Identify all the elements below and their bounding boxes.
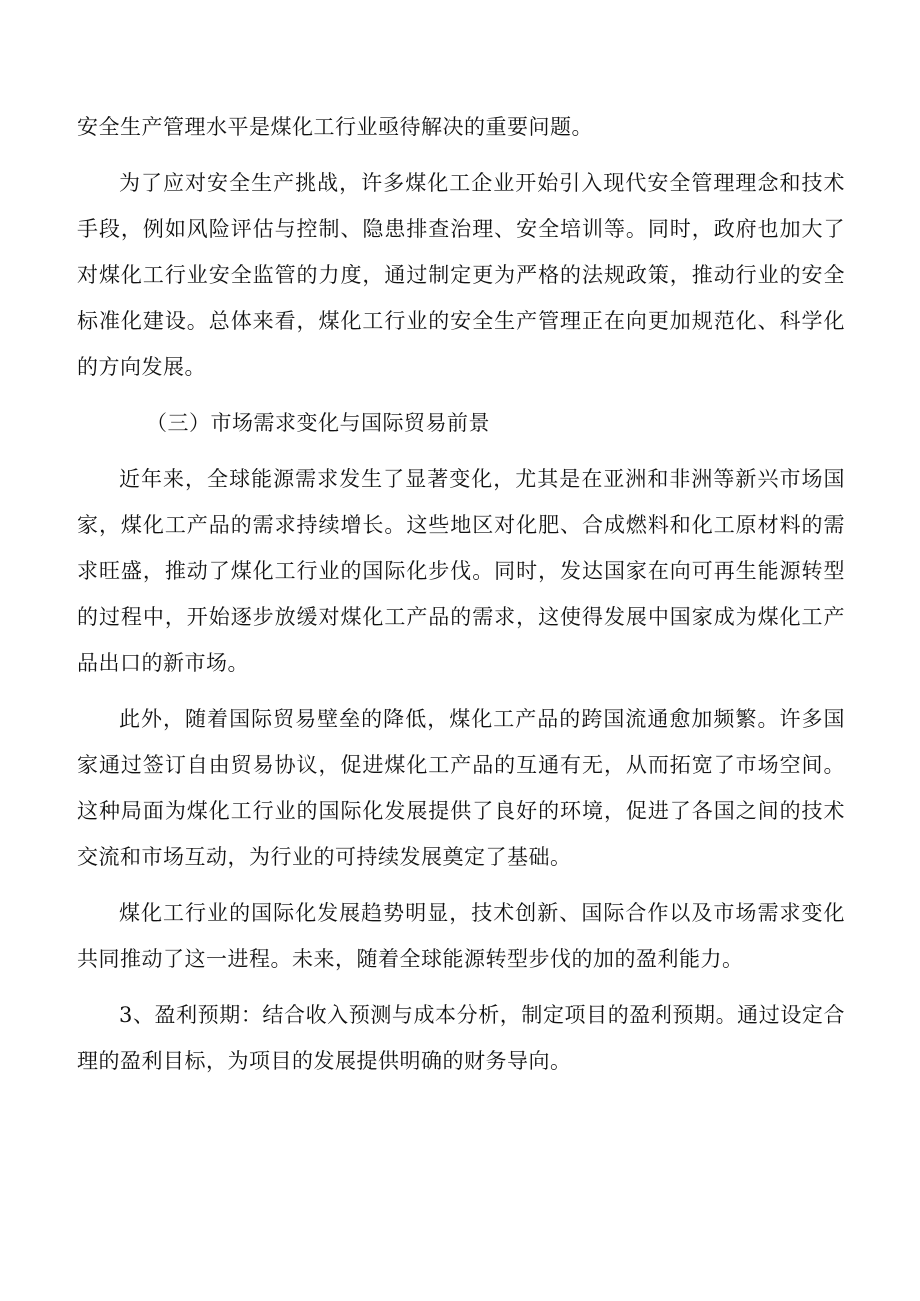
paragraph-safety-level: 安全生产管理水平是煤化工行业亟待解决的重要问题。: [77, 115, 593, 139]
paragraph-internationalization: 煤化工行业的国际化发展趋势明显，技术创新、国际合作以及市场需求变化共同推动了这一进程。未来，随着全球能源转型步伐的加的盈利能力。: [77, 901, 845, 971]
section-heading-market-demand: （三）市场需求变化与国际贸易前景: [146, 411, 490, 435]
paragraph-trade-barriers: 此外，随着国际贸易壁垒的降低，煤化工产品的跨国流通愈加频繁。许多国家通过签订自由贸易协议，促进煤化工产品的互通有无，从而拓宽了市场空间。这种局面为煤化工行业的国际化发展提供了良好的环境，促进了各国之间的技术交流和市场互动，为行业的可持续发展奠定了基础。: [77, 707, 845, 869]
document-body: [77, 104, 845, 1084]
paragraph-global-demand: 近年来，全球能源需求发生了显著变化，尤其是在亚洲和非洲等新兴市场国家，煤化工产品的需求持续增长。这些地区对化肥、合成燃料和化工原材料的需求旺盛，推动了煤化工行业的国际化步伐。同时，发达国家在向可再生能源转型的过程中，开始逐步放缓对煤化工产品的需求，这使得发展中国家成为煤化工产品出口的新市场。: [77, 467, 845, 675]
paragraph-safety-measures: 为了应对安全生产挑战，许多煤化工企业开始引入现代安全管理理念和技术手段，例如风险评估与控制、隐患排查治理、安全培训等。同时，政府也加大了对煤化工行业安全监管的力度，通过制定更为严格的法规政策，推动行业的安全标准化建设。总体来看，煤化工行业的安全生产管理正在向更加规范化、科学化的方向发展。: [77, 171, 845, 379]
paragraph-profit-expectation: 3、盈利预期：结合收入预测与成本分析，制定项目的盈利预期。通过设定合理的盈利目标，为项目的发展提供明确的财务导向。: [77, 1003, 845, 1073]
